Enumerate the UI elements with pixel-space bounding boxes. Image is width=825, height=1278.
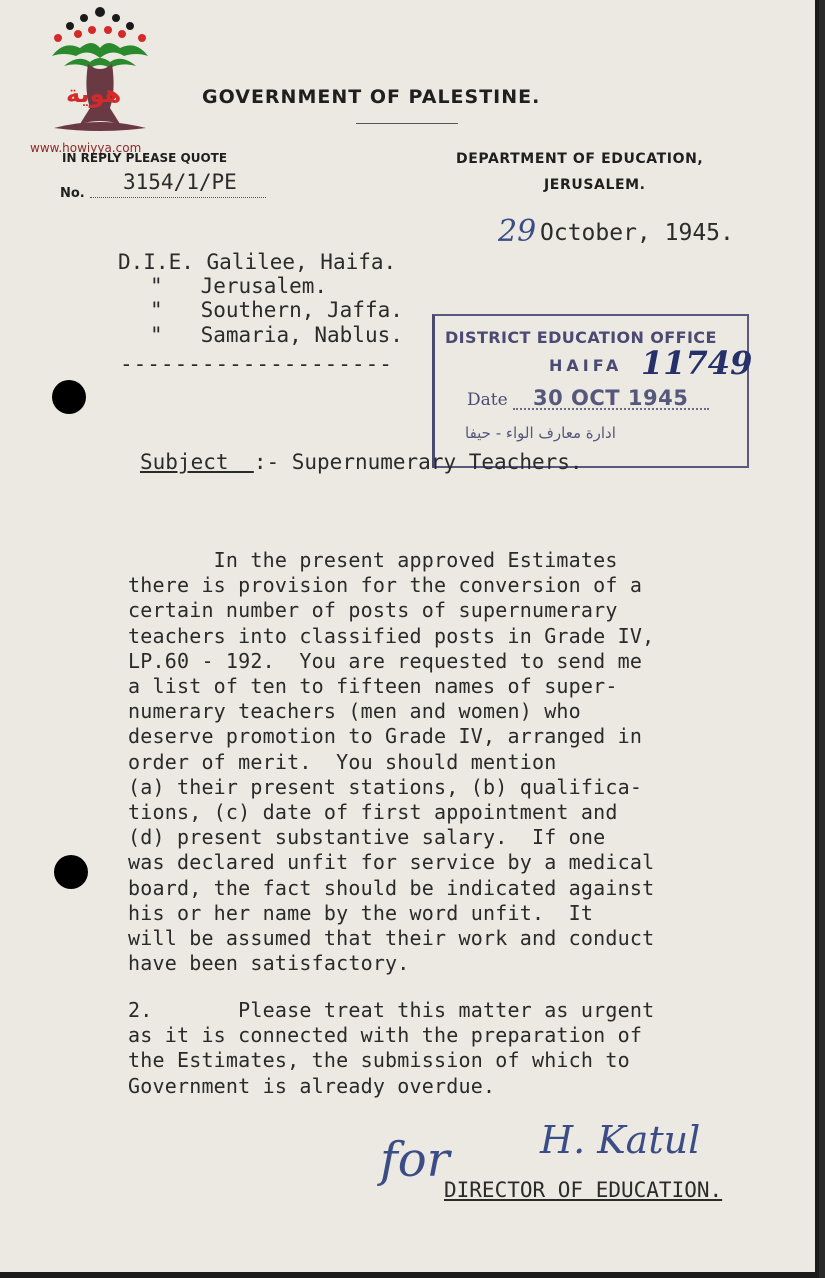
body-line: numerary teachers (men and women) who bbox=[128, 699, 581, 724]
body-line: (d) present substantive salary. If one bbox=[128, 825, 606, 850]
signature-title: DIRECTOR OF EDUCATION. bbox=[444, 1178, 723, 1202]
body-line: LP.60 - 192. You are requested to send me bbox=[128, 648, 643, 673]
body-line: order of merit. You should mention bbox=[128, 749, 557, 774]
date-day-handwritten: 29 bbox=[498, 214, 537, 249]
site-watermark: www.howiyya.com bbox=[30, 141, 142, 155]
body-line: board, the fact should be indicated against bbox=[128, 875, 655, 900]
district-office-stamp bbox=[432, 314, 753, 468]
subject-label: Subject bbox=[140, 450, 229, 474]
stamp-date-label: Date bbox=[467, 390, 508, 410]
department-title: DEPARTMENT OF EDUCATION, bbox=[456, 151, 704, 167]
punch-hole-top bbox=[52, 380, 86, 414]
body-line: certain number of posts of supernumerary bbox=[128, 598, 618, 623]
no-label: No. bbox=[60, 186, 85, 201]
punch-hole-bottom bbox=[54, 855, 88, 889]
addressee-line-4: " Samaria, Nablus. bbox=[150, 323, 403, 347]
addressee-line-1: D.I.E. Galilee, Haifa. bbox=[118, 250, 397, 274]
government-title: GOVERNMENT OF PALESTINE. bbox=[202, 86, 541, 108]
body-line: teachers into classified posts in Grade IV, bbox=[128, 623, 655, 648]
date-text: October, 1945. bbox=[540, 220, 734, 246]
addressee-line-3: " Southern, Jaffa. bbox=[150, 298, 403, 322]
stamp-office: DISTRICT EDUCATION OFFICE bbox=[445, 328, 717, 347]
body-line: tions, (c) date of first appointment and bbox=[128, 800, 618, 825]
body-line: as it is connected with the preparation of bbox=[128, 1023, 643, 1048]
brand-arabic: هوية bbox=[66, 80, 122, 108]
reference-number: 3154/1/PE bbox=[123, 170, 237, 194]
tree-logo-icon bbox=[44, 4, 156, 140]
subject-text: :- Supernumerary Teachers. bbox=[253, 450, 583, 474]
stamp-date-value: 30 OCT 1945 bbox=[533, 386, 689, 410]
body-line: (a) their present stations, (b) qualifica- bbox=[128, 774, 643, 799]
body-line: In the present approved Estimates bbox=[128, 548, 618, 572]
stamp-city: HAIFA bbox=[549, 356, 623, 375]
stamp-arabic: ادارة معارف الواء - حيفا bbox=[465, 424, 616, 442]
body-line: deserve promotion to Grade IV, arranged in bbox=[128, 724, 643, 749]
body-line: his or her name by the word unfit. It bbox=[128, 900, 594, 925]
subject-line bbox=[140, 450, 583, 474]
separator-line: -------------------- bbox=[120, 352, 393, 376]
stamp-number-handwritten: 11749 bbox=[641, 344, 753, 382]
signature-for: for bbox=[380, 1132, 450, 1188]
body-line: was declared unfit for service by a medical bbox=[128, 850, 655, 875]
title-underline bbox=[356, 123, 458, 124]
body-line: 2. Please treat this matter as urgent bbox=[128, 998, 655, 1022]
body-line: Government is already overdue. bbox=[128, 1073, 496, 1098]
body-line: the Estimates, the submission of which to bbox=[128, 1048, 630, 1073]
body-paragraph-2 bbox=[128, 998, 654, 1099]
body-line: have been satisfactory. bbox=[128, 951, 410, 976]
body-line: there is provision for the conversion of a bbox=[128, 573, 643, 598]
reference-dotted-line bbox=[90, 197, 266, 198]
body-paragraph-1 bbox=[128, 548, 654, 976]
signature-handwritten: H. Katul bbox=[540, 1118, 701, 1162]
body-line: will be assumed that their work and conduct bbox=[128, 926, 655, 951]
body-line: a list of ten to fifteen names of super- bbox=[128, 674, 618, 699]
city-title: JERUSALEM. bbox=[544, 177, 646, 193]
reply-quote-label: IN REPLY PLEASE QUOTE bbox=[62, 151, 228, 165]
addressee-line-2: " Jerusalem. bbox=[150, 274, 328, 298]
